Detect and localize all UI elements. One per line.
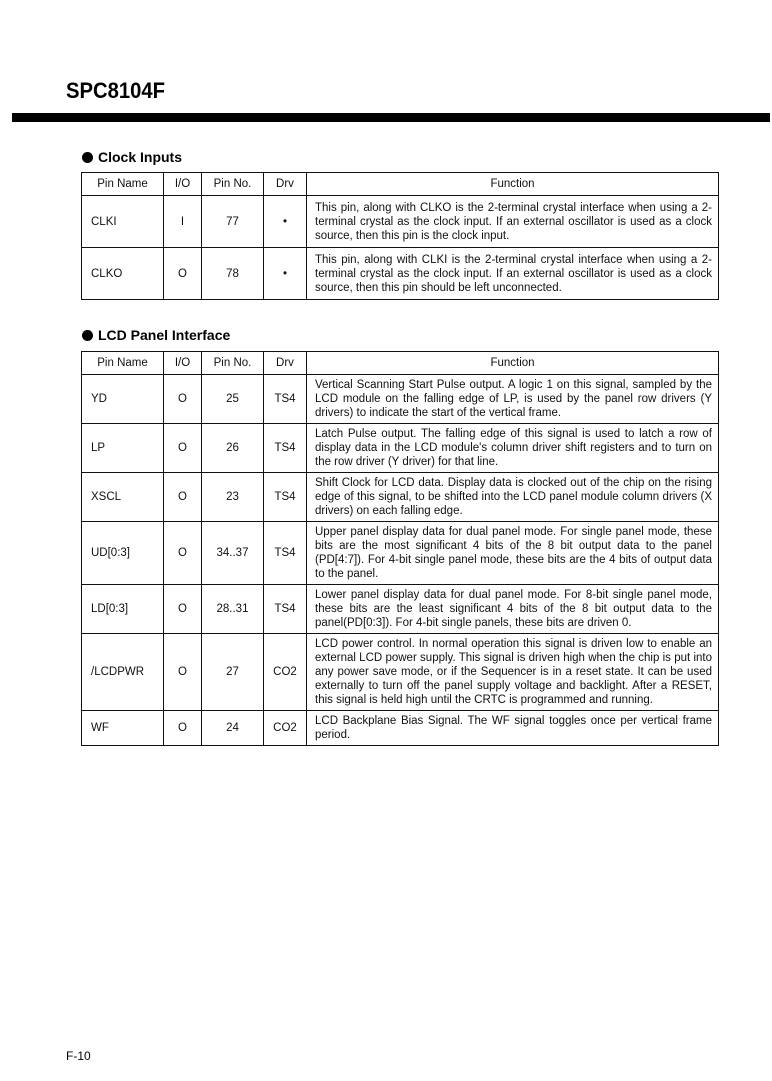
table-header-row <box>82 173 719 196</box>
table-row <box>82 711 719 746</box>
io-cell: O <box>164 522 202 585</box>
pin-no-cell: 34..37 <box>202 522 264 585</box>
header-drv: Drv <box>264 173 307 196</box>
pin-no-cell: 28..31 <box>202 585 264 634</box>
pin-no-cell: 25 <box>202 375 264 424</box>
io-cell: O <box>164 248 202 300</box>
clock-inputs-table <box>81 172 719 300</box>
table-row <box>82 248 719 300</box>
drv-cell: TS4 <box>264 585 307 634</box>
clock-inputs-heading <box>82 149 182 165</box>
io-cell: O <box>164 424 202 473</box>
table-row <box>82 375 719 424</box>
header-function: Function <box>307 173 719 196</box>
document-title: SPC8104F <box>66 78 166 103</box>
table-header-row <box>82 352 719 375</box>
function-cell: Latch Pulse output. The falling edge of this signal is used to latch a row of display data in the LCD module's column driver shift registers and to turn on the row driver (Y driver) for that line. <box>307 424 719 473</box>
header-pin-name: Pin Name <box>82 352 164 375</box>
drv-cell: TS4 <box>264 473 307 522</box>
pin-no-cell: 23 <box>202 473 264 522</box>
function-cell: This pin, along with CLKO is the 2-terminal crystal interface when using a 2-terminal crystal as the clock input. If an external oscillator is used as a clock source, then this pin is the clock input. <box>307 196 719 248</box>
page-number: F-10 <box>66 1049 91 1063</box>
pin-name-cell: /LCDPWR <box>82 634 164 711</box>
clock-inputs-heading-text: Clock Inputs <box>98 149 183 165</box>
drv-cell: TS4 <box>264 522 307 585</box>
pin-name-cell: CLKO <box>82 248 164 300</box>
bullet-icon <box>82 330 93 341</box>
lcd-panel-interface-heading-text: LCD Panel Interface <box>98 327 231 343</box>
drv-cell: CO2 <box>264 634 307 711</box>
header-drv: Drv <box>264 352 307 375</box>
pin-name-cell: CLKI <box>82 196 164 248</box>
pin-name-cell: UD[0:3] <box>82 522 164 585</box>
lcd-panel-interface-table <box>81 351 719 746</box>
pin-name-cell: YD <box>82 375 164 424</box>
lcd-panel-interface-heading <box>82 327 230 343</box>
pin-no-cell: 78 <box>202 248 264 300</box>
bullet-icon <box>82 152 93 163</box>
drv-cell: TS4 <box>264 424 307 473</box>
table-row <box>82 634 719 711</box>
io-cell: O <box>164 375 202 424</box>
io-cell: O <box>164 711 202 746</box>
header-pin-name: Pin Name <box>82 173 164 196</box>
function-cell: Vertical Scanning Start Pulse output. A logic 1 on this signal, sampled by the LCD module on the falling edge of LP, is used by the panel row drivers (Y drivers) to indicate the start of the vertical frame. <box>307 375 719 424</box>
header-io: I/O <box>164 173 202 196</box>
table-row <box>82 424 719 473</box>
header-pin-no: Pin No. <box>202 173 264 196</box>
table-row <box>82 522 719 585</box>
drv-cell: TS4 <box>264 375 307 424</box>
pin-name-cell: XSCL <box>82 473 164 522</box>
drv-cell: • <box>264 196 307 248</box>
drv-cell: • <box>264 248 307 300</box>
title-rule-divider <box>12 113 770 122</box>
table-row <box>82 473 719 522</box>
pin-no-cell: 77 <box>202 196 264 248</box>
pin-no-cell: 24 <box>202 711 264 746</box>
io-cell: I <box>164 196 202 248</box>
function-cell: LCD Backplane Bias Signal. The WF signal toggles once per vertical frame period. <box>307 711 719 746</box>
header-function: Function <box>307 352 719 375</box>
function-cell: LCD power control. In normal operation this signal is driven low to enable an external LCD power supply. This signal is driven high when the chip is put into any power save mode, or if the Sequencer is in a reset state. It can be used externally to turn off the panel supply voltage and backlight. After a RESET, this signal is held high until the CRTC is programmed and running. <box>307 634 719 711</box>
io-cell: O <box>164 634 202 711</box>
function-cell: Lower panel display data for dual panel mode. For 8-bit single panel mode, these bits are the least significant 4 bits of the 8 bit output data to the panel(PD[0:3]). For 4-bit single panels, these bits are driven 0. <box>307 585 719 634</box>
pin-name-cell: LD[0:3] <box>82 585 164 634</box>
function-cell: Shift Clock for LCD data. Display data is clocked out of the chip on the rising edge of this signal, to be shifted into the LCD panel module column drivers (X drivers) on each falling edge. <box>307 473 719 522</box>
pin-name-cell: WF <box>82 711 164 746</box>
function-cell: Upper panel display data for dual panel mode. For single panel mode, these bits are the most significant 4 bits of the 8 bit output data to the panel (PD[4:7]). For 4-bit single panel mode, these bits are the 4 bits of output data to the panel. <box>307 522 719 585</box>
drv-cell: CO2 <box>264 711 307 746</box>
table-row <box>82 196 719 248</box>
io-cell: O <box>164 473 202 522</box>
io-cell: O <box>164 585 202 634</box>
header-pin-no: Pin No. <box>202 352 264 375</box>
table-row <box>82 585 719 634</box>
pin-no-cell: 26 <box>202 424 264 473</box>
function-cell: This pin, along with CLKI is the 2-terminal crystal interface when using a 2-terminal crystal as the clock input. If an external oscillator is used as a clock source, then this pin should be left unconnected. <box>307 248 719 300</box>
pin-no-cell: 27 <box>202 634 264 711</box>
pin-name-cell: LP <box>82 424 164 473</box>
header-io: I/O <box>164 352 202 375</box>
